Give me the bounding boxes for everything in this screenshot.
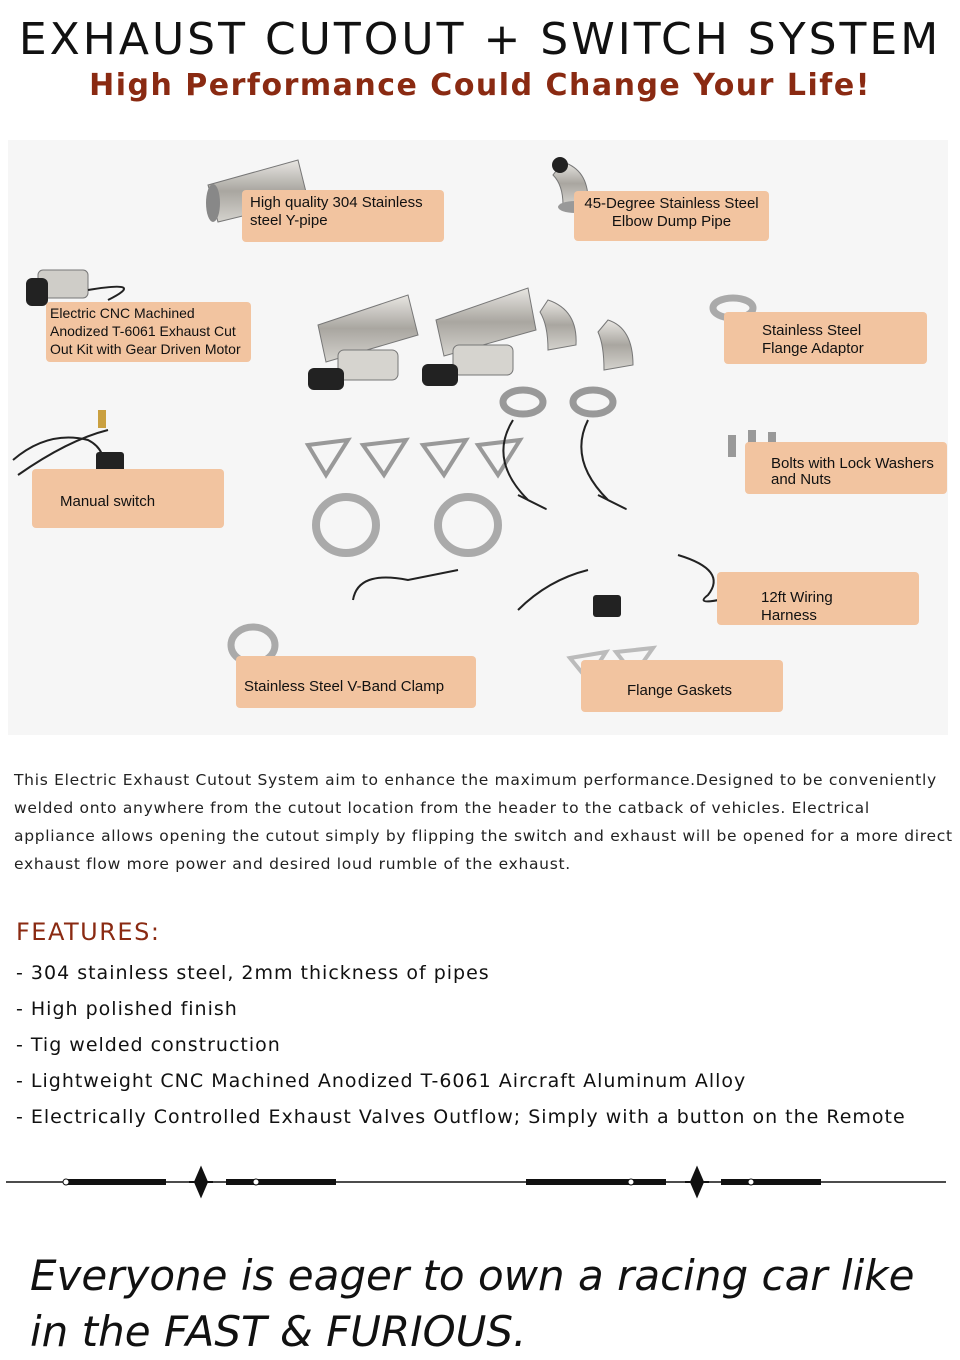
page-subtitle: High Performance Could Change Your Life! xyxy=(89,68,871,103)
feature-item: - High polished finish xyxy=(16,998,238,1020)
features-heading: FEATURES: xyxy=(16,918,161,946)
label-vband-clamp: Stainless Steel V-Band Clamp xyxy=(236,656,476,708)
feature-item: - Lightweight CNC Machined Anodized T-6061 Aircraft Aluminum Alloy xyxy=(16,1070,747,1092)
label-flange-adaptor: Stainless Steel Flange Adaptor xyxy=(724,312,927,364)
feature-item: - Electrically Controlled Exhaust Valves Outflow; Simply with a button on the Remote xyxy=(16,1106,906,1128)
label-wiring-harness: 12ft Wiring Harness xyxy=(717,572,919,625)
label-y-pipe: High quality 304 Stainless steel Y-pipe xyxy=(242,190,444,242)
cutout-motor-icon xyxy=(26,270,124,306)
label-motor-kit: Electric CNC Machined Anodized T-6061 Exhaust Cut Out Kit with Gear Driven Motor xyxy=(46,302,251,362)
page-title: EXHAUST CUTOUT + SWITCH SYSTEM xyxy=(18,14,942,65)
slogan-line-2: in the FAST & FURIOUS. xyxy=(30,1307,527,1356)
manual-switch-icon xyxy=(13,410,124,475)
product-parts-illustration xyxy=(8,140,948,735)
slogan-line-1: Everyone is eager to own a racing car like xyxy=(30,1251,915,1300)
label-manual-switch: Manual switch xyxy=(32,469,224,528)
feature-item: - Tig welded construction xyxy=(16,1034,281,1056)
divider-ornament-icon xyxy=(6,1162,951,1202)
label-bolts: Bolts with Lock Washers and Nuts xyxy=(745,442,947,494)
features-list xyxy=(16,960,906,1140)
label-elbow: 45-Degree Stainless Steel Elbow Dump Pipe xyxy=(574,191,769,241)
slogan xyxy=(30,1248,950,1360)
center-kit-icon xyxy=(308,288,633,617)
product-description: This Electric Exhaust Cutout System aim to enhance the maximum performance.Designed to be conveniently welded onto anywhere from the cutout location from the header to the catback of vehicles. Electrical appliance allows opening the cutout simply by flipping the switch and exhaust will be opened for a more direct exhaust flow more power and desired loud rumble of the exhaust. xyxy=(14,771,953,873)
decorative-divider xyxy=(6,1162,951,1207)
label-flange-gaskets: Flange Gaskets xyxy=(581,660,783,712)
product-diagram xyxy=(8,140,948,735)
feature-item: - 304 stainless steel, 2mm thickness of pipes xyxy=(16,962,490,984)
